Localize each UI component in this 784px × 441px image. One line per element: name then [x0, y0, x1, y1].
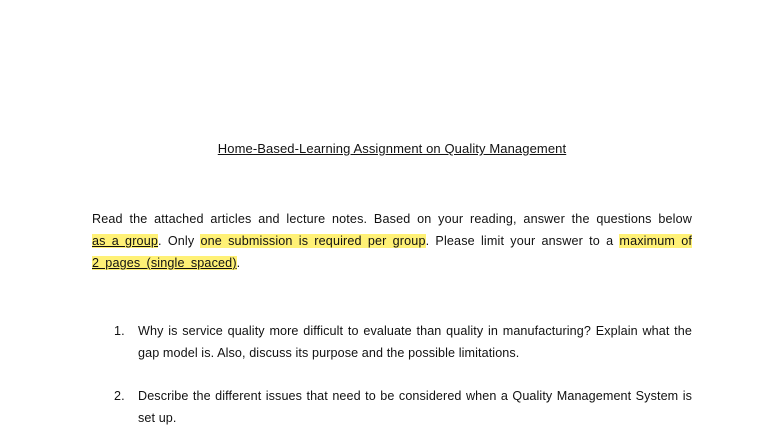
- highlight-one-submission: one submission is required per group: [200, 234, 426, 248]
- intro-text-4: .: [236, 256, 241, 270]
- question-list: [92, 320, 692, 429]
- highlight-as-a-group: as a group: [92, 234, 159, 248]
- intro-text-2: . Only: [158, 234, 201, 248]
- highlight-two-pages: 2 pages (single spaced): [92, 256, 237, 270]
- question-item: [92, 320, 692, 364]
- intro-text-1: Read the attached articles and lecture notes. Based on your reading, answer the questions below: [92, 212, 692, 226]
- intro-paragraph: [92, 208, 692, 274]
- highlight-maximum: maximum of: [619, 234, 693, 248]
- document-title: Home-Based-Learning Assignment on Quality Management: [217, 141, 567, 156]
- question-number: 2.: [114, 389, 125, 403]
- question-item: [92, 385, 692, 429]
- question-text: Describe the different issues that need to be considered when a Quality Management System is set up.: [138, 389, 692, 425]
- question-number: 1.: [114, 324, 125, 338]
- intro-text-3: . Please limit your answer to a: [425, 234, 620, 248]
- question-text: Why is service quality more difficult to evaluate than quality in manufacturing? Explain what the gap model is. Also, discuss its purpose and the possible limitations.: [138, 324, 692, 360]
